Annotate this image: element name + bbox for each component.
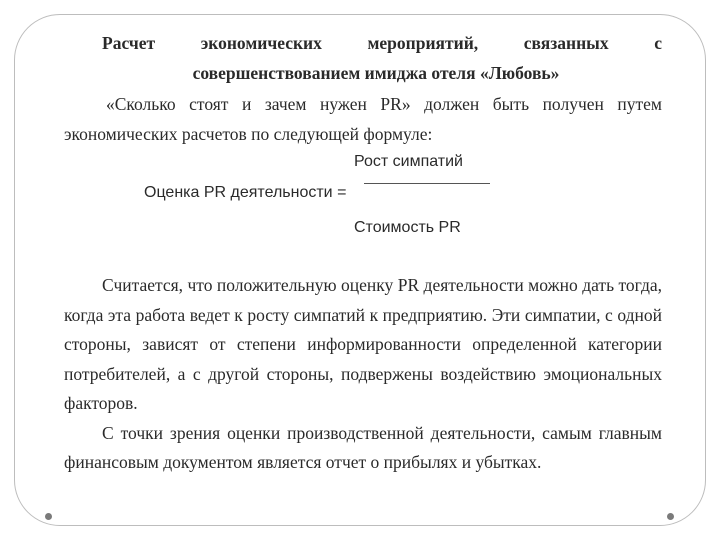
- title-word: с: [654, 33, 662, 53]
- fraction-bar: [364, 183, 490, 184]
- title-word: мероприятий,: [367, 33, 479, 53]
- body-paragraph-2: Считается, что положительную оценку PR деятельности можно дать тогда, когда эта работа ведет к росту симпатий к предприятию. Эти симпатии, с одной стороны, зависят от степени информированности определенной категории потребителей, а с другой стороны, подвержены воздействию эмоциональных факторов.: [64, 275, 662, 413]
- title-word: экономических: [200, 33, 322, 53]
- formula-numerator: Рост симпатий: [354, 153, 463, 170]
- title-line-2: совершенствованием имиджа отеля «Любовь»: [192, 63, 560, 83]
- body-paragraph-3: С точки зрения оценки производственной деятельности, самым главным финансовым документом является отчет о прибылях и убытках.: [64, 422, 662, 472]
- slide-content: [64, 28, 662, 478]
- formula-denominator: Стоимость PR: [354, 219, 461, 236]
- title-word: связанных: [523, 33, 609, 53]
- title-word: Расчет: [102, 33, 156, 53]
- right-corner-dot: [667, 513, 674, 520]
- formula: [64, 149, 662, 267]
- title-line-1: [102, 28, 662, 58]
- left-corner-dot: [45, 513, 52, 520]
- intro-paragraph: «Сколько стоят и зачем нужен PR» должен быть получен путем экономических расчетов по следующей формуле:: [64, 94, 662, 144]
- formula-lhs: Оценка PR деятельности =: [144, 184, 347, 201]
